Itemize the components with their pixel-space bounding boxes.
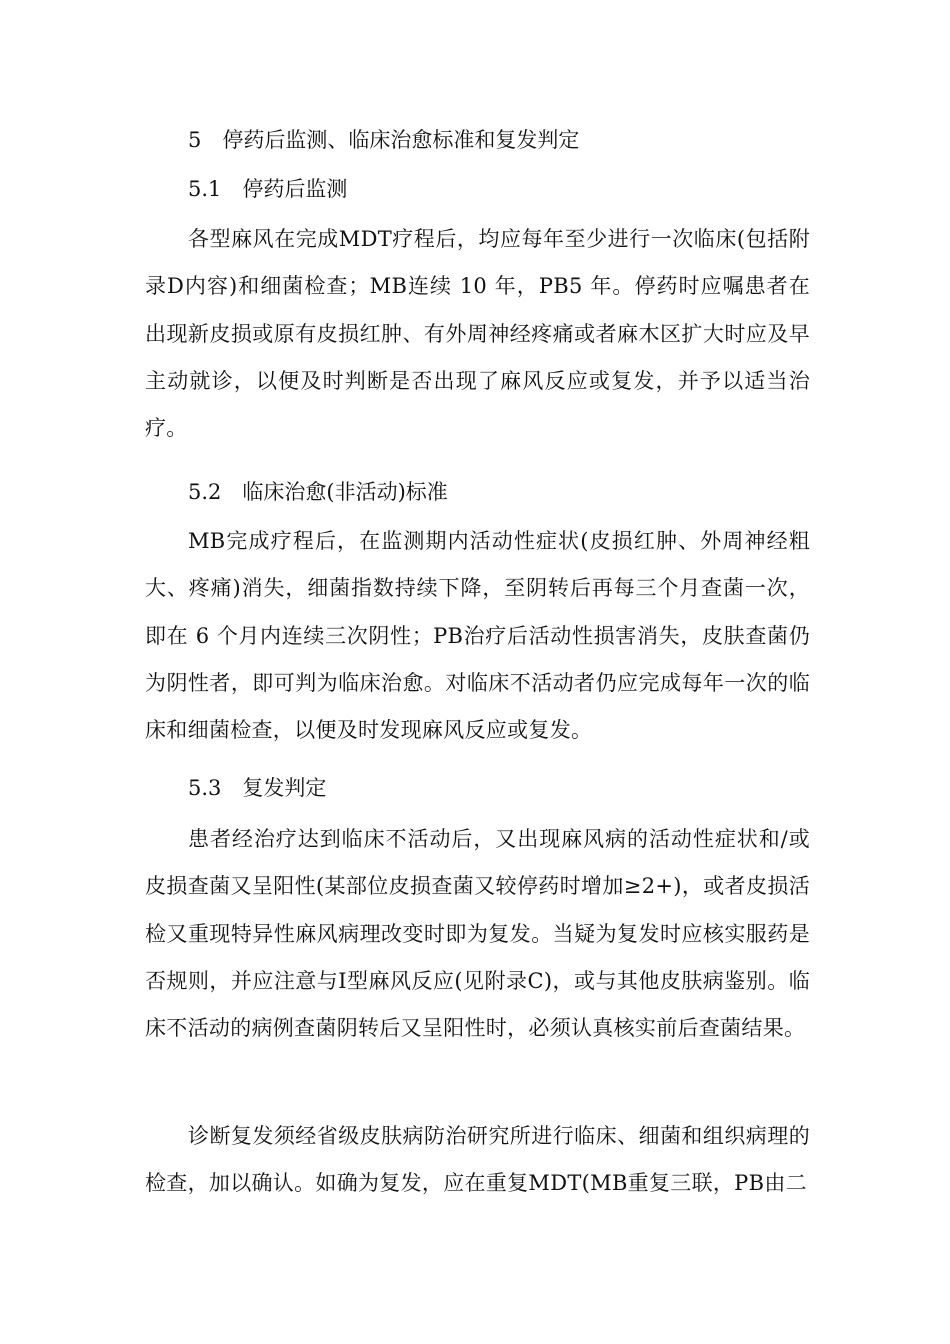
section-5-1-paragraph: 各型麻风在完成MDT疗程后，均应每年至少进行一次临床(包括附录D内容)和细菌检查；MB连续 10 年，PB5 年。停药时应嘱患者在出现新皮损或原有皮损红肿、有外周神经疼痛或者麻木区扩大时应及早主动就诊，以便及时判断是否出现了麻风反应或复发，并予以适当治疗。 — [145, 227, 810, 441]
section-5-2-body — [145, 518, 810, 758]
section-5-1-body — [145, 216, 810, 456]
section-5-3-body-1 — [145, 816, 810, 1106]
section-5-heading: 5 停药后监测、临床治愈标准和复发判定 — [188, 128, 580, 152]
section-5-1-heading: 5.1 停药后监测 — [188, 177, 348, 201]
section-5-2-paragraph: MB完成疗程后，在监测期内活动性症状(皮损红肿、外周神经粗大、疼痛)消失，细菌指数持续下降，至阴转后再每三个月查菌一次，即在 6 个月内连续三次阴性；PB治疗后活动性损害消失，皮肤查菌仍为阴性者，即可判为临床治愈。对临床不活动者仍应完成每年一次的临床和细菌检查，以便及时发现麻风反应或复发。 — [145, 529, 810, 743]
section-5-3-heading: 5.3 复发判定 — [188, 776, 327, 800]
section-5-3-paragraph-2: 诊断复发须经省级皮肤病防治研究所进行临床、细菌和组织病理的检查，加以确认。如确为复发，应在重复MDT(MB重复三联，PB由二 — [145, 1124, 810, 1196]
section-5-3-paragraph-1: 患者经治疗达到临床不活动后，又出现麻风病的活动性症状和/或皮损查菌又呈阳性(某部位皮损查菌又较停药时增加≥2+)，或者皮损活检又重现特异性麻风病理改变时即为复发。当疑为复发时应核实服药是否规则，并应注意与I型麻风反应(见附录C)，或与其他皮肤病鉴别。临床不活动的病例查菌阴转后又呈阳性时，必须认真核实前后查菌结果。 — [145, 827, 810, 1041]
section-5-2-heading: 5.2 临床治愈(非活动)标准 — [188, 480, 448, 504]
section-5-3-body-2 — [145, 1113, 810, 1213]
